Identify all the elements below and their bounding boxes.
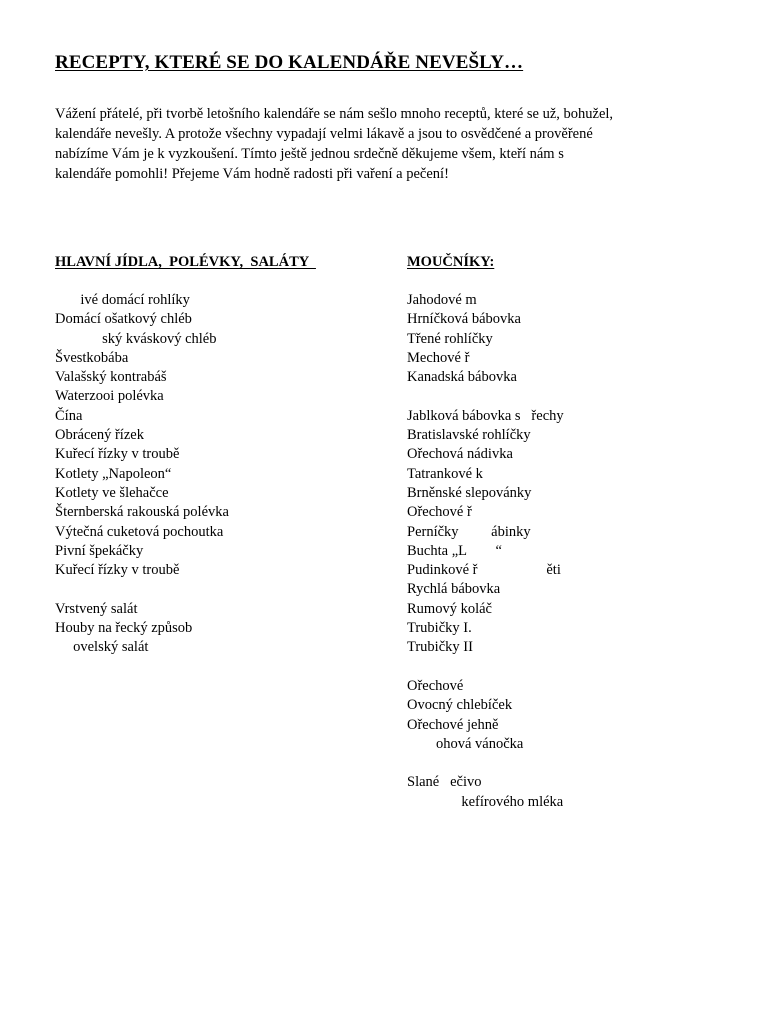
- recipe-item: Hrníčková bábovka: [407, 311, 521, 328]
- recipe-item: Jablková bábovka s řechy: [407, 407, 564, 424]
- recipe-item: Obrácený řízek: [55, 427, 144, 444]
- recipe-item: Pivní špekáčky: [55, 542, 144, 559]
- recipe-item: Slané ečivo: [407, 774, 482, 791]
- desserts-heading: MOUČNÍKY:: [407, 254, 495, 270]
- page-title: RECEPTY, KTERÉ SE DO KALENDÁŘE NEVEŠLY…: [55, 52, 524, 73]
- main-dishes-column: [55, 252, 375, 658]
- recipe-item: Mechové ř: [407, 349, 470, 366]
- recipe-item: ský kváskový chléb: [55, 330, 217, 347]
- recipe-item: Domácí ošatkový chléb: [55, 311, 192, 328]
- recipe-item: Výtečná cuketová pochoutka: [55, 523, 224, 540]
- recipe-item: Waterzooi polévka: [55, 388, 164, 405]
- recipe-item: Šternberská rakouská polévka: [55, 504, 229, 521]
- recipe-item: Švestkobába: [55, 349, 129, 366]
- recipe-item: Třené rohlíčky: [407, 330, 493, 347]
- main-dishes-list: [55, 291, 375, 658]
- recipe-item: Perníčky ábinky: [407, 523, 531, 540]
- main-dishes-heading: HLAVNÍ JÍDLA, POLÉVKY, SALÁTY: [55, 254, 316, 270]
- recipe-item: Ořechové: [407, 677, 464, 694]
- recipe-item: ohová vánočka: [407, 735, 524, 752]
- recipe-item: Ořechová nádivka: [407, 446, 513, 463]
- recipe-item: Kotlety „Napoleon“: [55, 465, 172, 482]
- recipe-item: Kanadská bábovka: [407, 369, 517, 386]
- recipe-item: Kuřecí řízky v troubě: [55, 562, 180, 579]
- recipe-item: ivé domácí rohlíky: [55, 292, 190, 308]
- recipe-item: Trubičky I.: [407, 620, 472, 637]
- recipe-item: ovelský salát: [55, 639, 149, 656]
- recipe-item: Ořechové jehně: [407, 716, 499, 733]
- recipe-item: [55, 580, 375, 599]
- recipe-item: Čína: [55, 407, 83, 424]
- intro-paragraph: [55, 104, 695, 184]
- recipe-item: Vrstvený salát: [55, 600, 138, 617]
- recipe-item: Ovocný chlebíček: [407, 697, 513, 714]
- recipe-item: Buchta „L “: [407, 542, 502, 559]
- recipe-item: Rychlá bábovka: [407, 581, 501, 598]
- intro-line: Vážení přátelé, při tvorbě letošního kalendáře se nám sešlo mnoho receptů, které se už, bohužel,: [55, 106, 614, 122]
- intro-line: kalendáře nevešly. A protože všechny vypadají velmi lákavě a jsou to osvědčené a prověřené: [55, 126, 593, 142]
- desserts-list: [407, 291, 737, 812]
- recipe-item: Bratislavské rohlíčky: [407, 427, 531, 444]
- recipe-item: Pudinkové ř ěti: [407, 562, 561, 579]
- recipe-item: Brněnské slepovánky: [407, 484, 532, 501]
- recipe-item: Valašský kontrabáš: [55, 369, 167, 386]
- recipe-item: Ořechové ř: [407, 504, 472, 521]
- recipe-item: [407, 387, 737, 406]
- desserts-column: [407, 252, 737, 812]
- recipe-item: [407, 658, 737, 677]
- recipe-item: Tatrankové k: [407, 465, 483, 482]
- intro-line: kalendáře pomohli! Přejeme Vám hodně radosti při vaření a pečení!: [55, 166, 449, 182]
- recipe-item: Trubičky II: [407, 639, 473, 656]
- recipe-item: Kotlety ve šlehačce: [55, 484, 169, 501]
- recipe-item: Houby na řecký způsob: [55, 620, 193, 637]
- recipe-item: [407, 754, 737, 773]
- recipe-item: Kuřecí řízky v troubě: [55, 446, 180, 463]
- recipe-item: kefírového mléka: [407, 793, 564, 810]
- recipe-item: Jahodové m: [407, 292, 477, 308]
- intro-line: nabízíme Vám je k vyzkoušení. Tímto ještě jednou srdečně děkujeme všem, kteří nám s: [55, 146, 564, 162]
- recipe-item: Rumový koláč: [407, 600, 492, 617]
